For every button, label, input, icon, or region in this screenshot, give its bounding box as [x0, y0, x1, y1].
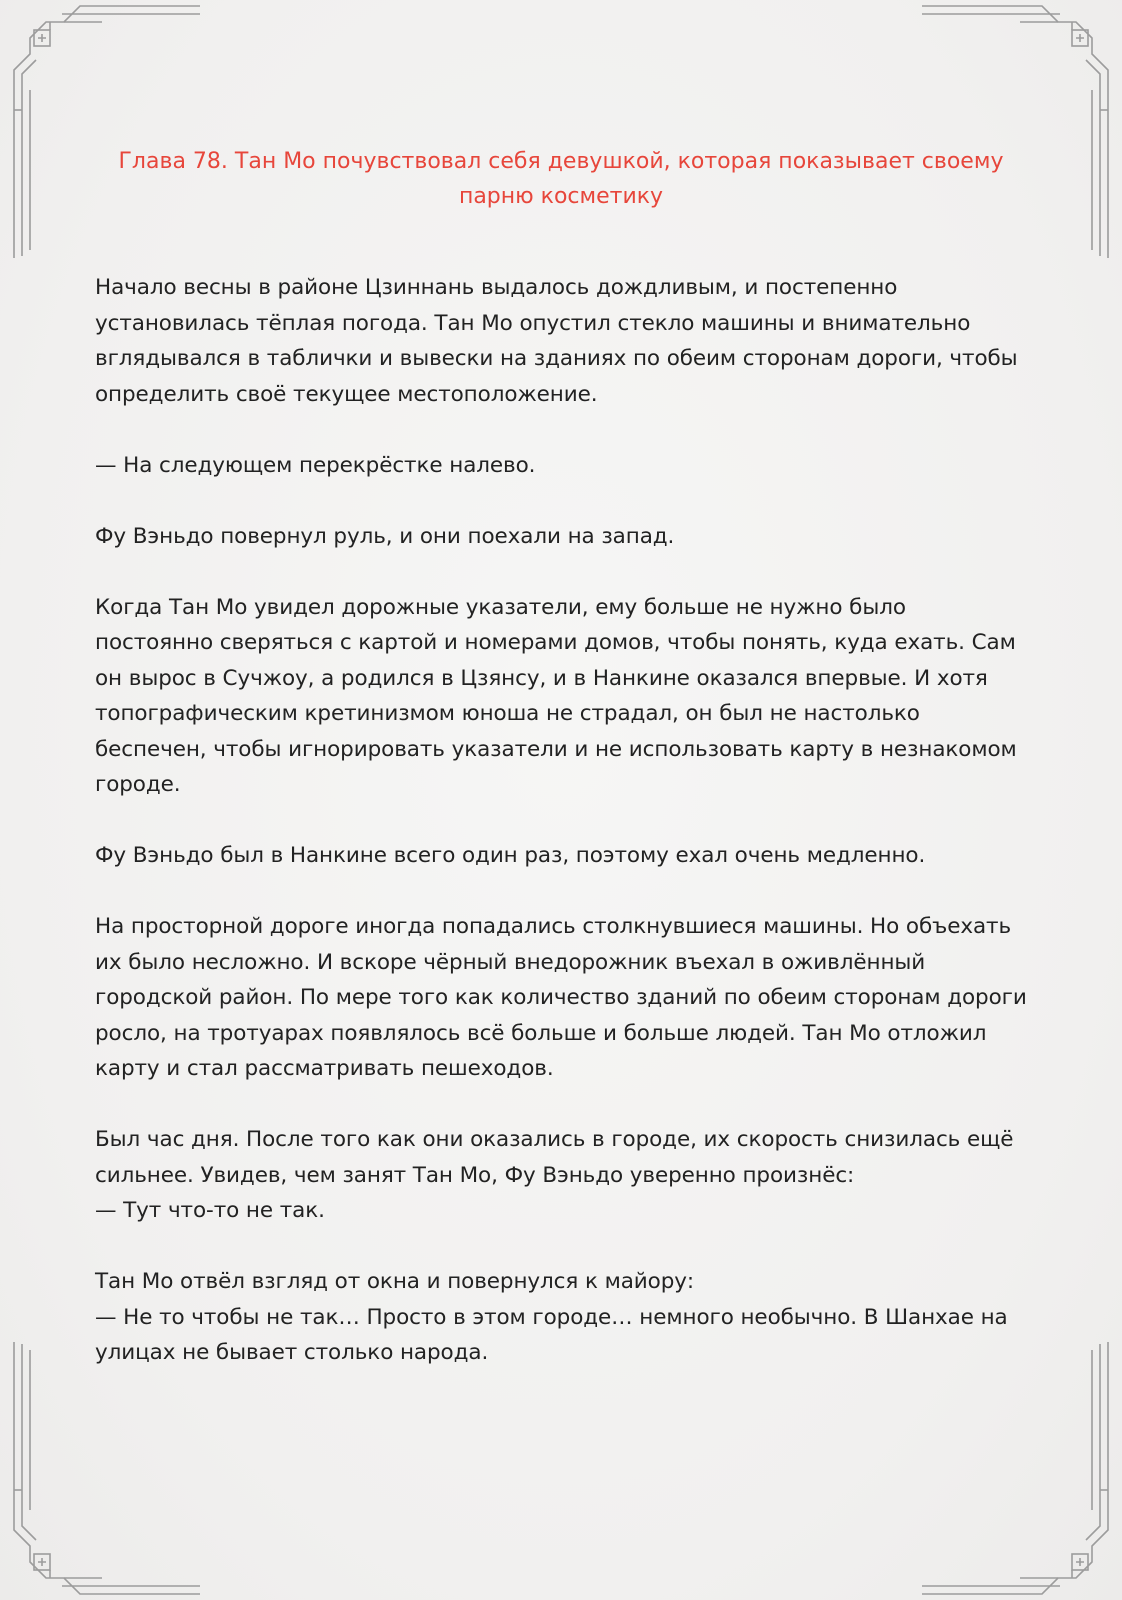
paragraph: Фу Вэньдо повернул руль, и они поехали на запад. — [95, 523, 675, 549]
paragraph: Тан Мо отвёл взгляд от окна и повернулся к майору: — Не то чтобы не так… Просто в этом городе… немного необычно. В Шанхае на улицах не бывает столько народа. — [95, 1269, 1008, 1365]
paragraph: — На следующем перекрёстке налево. — [95, 452, 536, 478]
chapter-body — [95, 270, 1030, 1406]
paragraph: Был час дня. После того как они оказались в городе, их скорость снизилась ещё сильнее. Увидев, чем занят Тан Мо, Фу Вэньдо уверенно произнёс: — Тут что-то не так. — [95, 1127, 1014, 1223]
corner-ornament-icon — [822, 0, 1122, 260]
paragraph: На просторной дороге иногда попадались столкнувшиеся машины. Но объехать их было несложно. И вскоре чёрный внедорожник въехал в оживлённый городской район. По мере того как количество зданий по обеим сторонам дороги росло, на тротуарах появлялось всё больше и больше людей. Тан Мо отложил карту и стал рассматривать пешеходов. — [95, 914, 1027, 1081]
paragraph: Начало весны в районе Цзиннань выдалось дождливым, и постепенно установилась тёплая погода. Тан Мо опустил стекло машины и внимательно вглядывался в таблички и вывески на зданиях по обеим сторонам дороги, чтобы определить своё текущее местоположение. — [95, 275, 1018, 407]
corner-ornament-icon — [0, 0, 300, 260]
paragraph: Когда Тан Мо увидел дорожные указатели, ему больше не нужно было постоянно сверяться с картой и номерами домов, чтобы понять, куда ехать. Сам он вырос в Сучжоу, а родился в Цзянсу, и в Нанкине оказался впервые. И хотя топографическим кретинизмом юноша не страдал, он был не настолько беспечен, чтобы игнорировать указатели и не использовать карту в незнакомом городе. — [95, 594, 1017, 797]
chapter-title: Глава 78. Тан Мо почувствовал себя девушкой, которая показывает своему парню косметику — [118, 149, 1004, 209]
paragraph: Фу Вэньдо был в Нанкине всего один раз, поэтому ехал очень медленно. — [95, 843, 926, 868]
